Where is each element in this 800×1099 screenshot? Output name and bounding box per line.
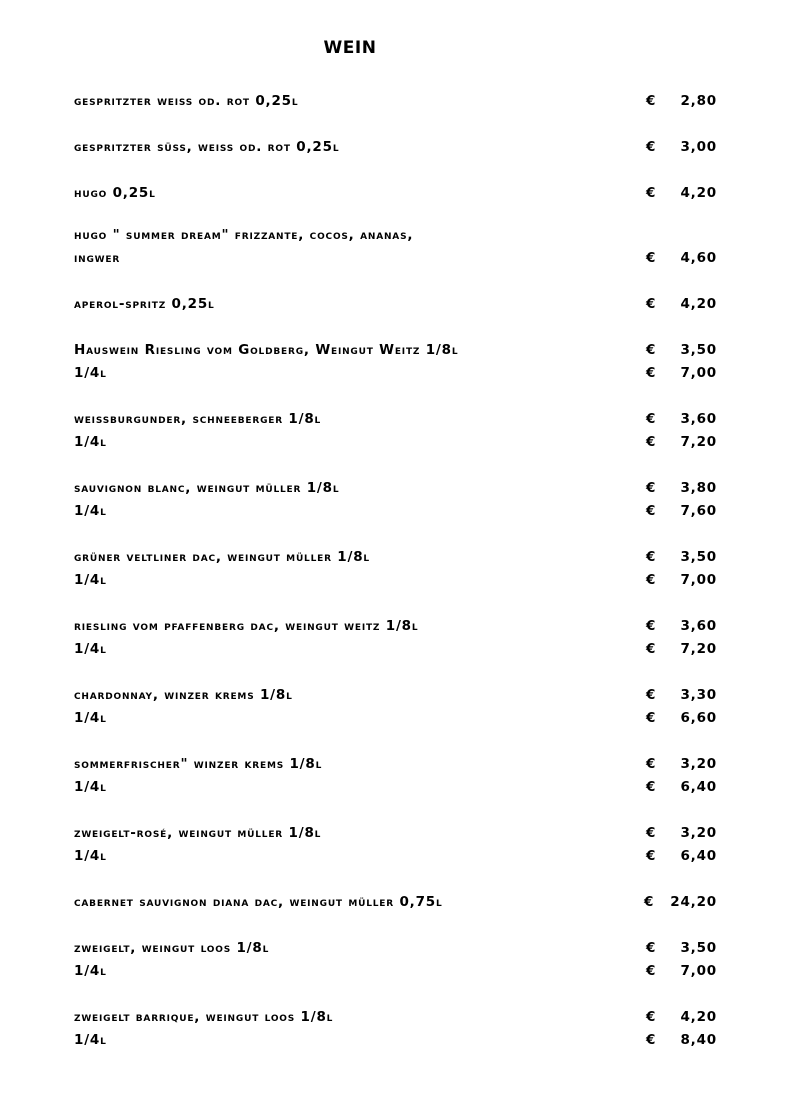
currency-symbol: € xyxy=(646,503,657,519)
item-price: 7,20 xyxy=(680,641,717,657)
menu-item xyxy=(74,753,724,799)
currency-symbol: € xyxy=(646,756,657,772)
currency-symbol: € xyxy=(646,687,657,703)
item-name: 1/4l xyxy=(74,434,107,450)
item-name: zweigelt, weingut loos 1/8l xyxy=(74,940,270,956)
item-price: 7,00 xyxy=(680,365,717,381)
item-name: 1/4l xyxy=(74,503,107,519)
item-price: 3,50 xyxy=(680,549,717,565)
currency-symbol: € xyxy=(646,572,657,588)
item-name: riesling vom pfaffenberg dac, weingut weitz 1/8l xyxy=(74,618,419,634)
item-price: 7,20 xyxy=(680,434,717,450)
menu-item xyxy=(74,182,724,205)
wine-list xyxy=(74,90,724,1052)
item-price: 3,20 xyxy=(680,756,717,772)
menu-item-size-line xyxy=(74,638,724,661)
currency-symbol: € xyxy=(646,1032,657,1048)
item-price: 3,20 xyxy=(680,825,717,841)
menu-item-line xyxy=(74,182,724,205)
item-price: 4,20 xyxy=(680,1009,717,1025)
menu-item-line xyxy=(74,136,724,159)
currency-symbol: € xyxy=(646,139,657,155)
menu-item-size-line xyxy=(74,776,724,799)
item-price: 7,00 xyxy=(680,963,717,979)
item-name: 1/4l xyxy=(74,365,107,381)
item-price: 3,50 xyxy=(680,940,717,956)
menu-item-size-line xyxy=(74,960,724,983)
menu-item-line xyxy=(74,90,724,113)
item-name: 1/4l xyxy=(74,848,107,864)
currency-symbol: € xyxy=(644,894,655,910)
menu-item-size-line xyxy=(74,845,724,868)
item-name: hugo 0,25l xyxy=(74,185,156,201)
menu-item-line xyxy=(74,937,724,960)
menu-item-line xyxy=(74,822,724,845)
menu-item xyxy=(74,224,724,270)
currency-symbol: € xyxy=(646,365,657,381)
item-name: sauvignon blanc, weingut müller 1/8l xyxy=(74,480,340,496)
currency-symbol: € xyxy=(646,825,657,841)
menu-item-line xyxy=(74,224,724,247)
item-price: 2,80 xyxy=(680,93,717,109)
item-price: 3,80 xyxy=(680,480,717,496)
currency-symbol: € xyxy=(646,434,657,450)
menu-item-line xyxy=(74,477,724,500)
menu-item-line xyxy=(74,891,724,914)
item-name: grüner veltliner dac, weingut müller 1/8l xyxy=(74,549,370,565)
item-price: 24,20 xyxy=(670,894,717,910)
currency-symbol: € xyxy=(646,411,657,427)
menu-item xyxy=(74,339,724,385)
item-name: zweigelt barrique, weingut loos 1/8l xyxy=(74,1009,334,1025)
menu-item-size-line xyxy=(74,1029,724,1052)
menu-item-line xyxy=(74,339,724,362)
item-name: 1/4l xyxy=(74,572,107,588)
menu-item-line xyxy=(74,546,724,569)
currency-symbol: € xyxy=(646,963,657,979)
item-price: 6,60 xyxy=(680,710,717,726)
currency-symbol: € xyxy=(646,779,657,795)
menu-item xyxy=(74,891,724,914)
menu-item xyxy=(74,408,724,454)
item-name: zweigelt-rosé, weingut müller 1/8l xyxy=(74,825,322,841)
menu-item-size-line xyxy=(74,569,724,592)
currency-symbol: € xyxy=(646,549,657,565)
item-price: 3,50 xyxy=(680,342,717,358)
item-price: 8,40 xyxy=(680,1032,717,1048)
item-name: 1/4l xyxy=(74,641,107,657)
item-price: 3,30 xyxy=(680,687,717,703)
currency-symbol: € xyxy=(646,185,657,201)
item-price: 7,60 xyxy=(680,503,717,519)
menu-item-line xyxy=(74,615,724,638)
item-price: 4,60 xyxy=(680,250,717,266)
menu-item xyxy=(74,684,724,730)
item-price: 3,60 xyxy=(680,618,717,634)
page-title: WEIN xyxy=(323,38,377,58)
currency-symbol: € xyxy=(646,848,657,864)
item-name: aperol-spritz 0,25l xyxy=(74,296,215,312)
menu-item-size-line xyxy=(74,707,724,730)
menu-item xyxy=(74,546,724,592)
menu-item xyxy=(74,293,724,316)
item-price: 3,00 xyxy=(680,139,717,155)
menu-item-size-line xyxy=(74,362,724,385)
menu-item-size-line xyxy=(74,431,724,454)
item-price: 3,60 xyxy=(680,411,717,427)
menu-item-size-line xyxy=(74,500,724,523)
currency-symbol: € xyxy=(646,710,657,726)
menu-item xyxy=(74,477,724,523)
menu-item xyxy=(74,615,724,661)
item-price: 4,20 xyxy=(680,296,717,312)
menu-item-line xyxy=(74,293,724,316)
item-name: sommerfrischer" winzer krems 1/8l xyxy=(74,756,323,772)
item-price: 7,00 xyxy=(680,572,717,588)
item-name: ingwer xyxy=(74,250,121,266)
item-name: 1/4l xyxy=(74,963,107,979)
menu-item xyxy=(74,937,724,983)
menu-item-line xyxy=(74,1006,724,1029)
currency-symbol: € xyxy=(646,250,657,266)
menu-item xyxy=(74,1006,724,1052)
item-price: 6,40 xyxy=(680,779,717,795)
item-price: 4,20 xyxy=(680,185,717,201)
menu-item-line xyxy=(74,684,724,707)
item-name: weissburgunder, schneeberger 1/8l xyxy=(74,411,322,427)
currency-symbol: € xyxy=(646,1009,657,1025)
currency-symbol: € xyxy=(646,641,657,657)
currency-symbol: € xyxy=(646,480,657,496)
currency-symbol: € xyxy=(646,940,657,956)
menu-item xyxy=(74,822,724,868)
item-name: hugo " summer dream" frizzante, cocos, ananas, xyxy=(74,227,414,243)
currency-symbol: € xyxy=(646,618,657,634)
item-price: 6,40 xyxy=(680,848,717,864)
currency-symbol: € xyxy=(646,93,657,109)
item-name: 1/4l xyxy=(74,779,107,795)
menu-item xyxy=(74,90,724,113)
menu-item-line xyxy=(74,408,724,431)
menu-item-line xyxy=(74,753,724,776)
item-name: cabernet sauvignon diana dac, weingut müller 0,75l xyxy=(74,894,443,910)
item-name: 1/4l xyxy=(74,1032,107,1048)
item-name: gespritzter weiss od. rot 0,25l xyxy=(74,93,299,109)
item-name: gespritzter süss, weiss od. rot 0,25l xyxy=(74,139,340,155)
item-name: Hauswein Riesling vom Goldberg, Weingut Weitz 1/8l xyxy=(74,342,459,358)
item-name: chardonnay, winzer krems 1/8l xyxy=(74,687,293,703)
item-name: 1/4l xyxy=(74,710,107,726)
menu-item xyxy=(74,136,724,159)
currency-symbol: € xyxy=(646,296,657,312)
currency-symbol: € xyxy=(646,342,657,358)
menu-item-size-line xyxy=(74,247,724,270)
